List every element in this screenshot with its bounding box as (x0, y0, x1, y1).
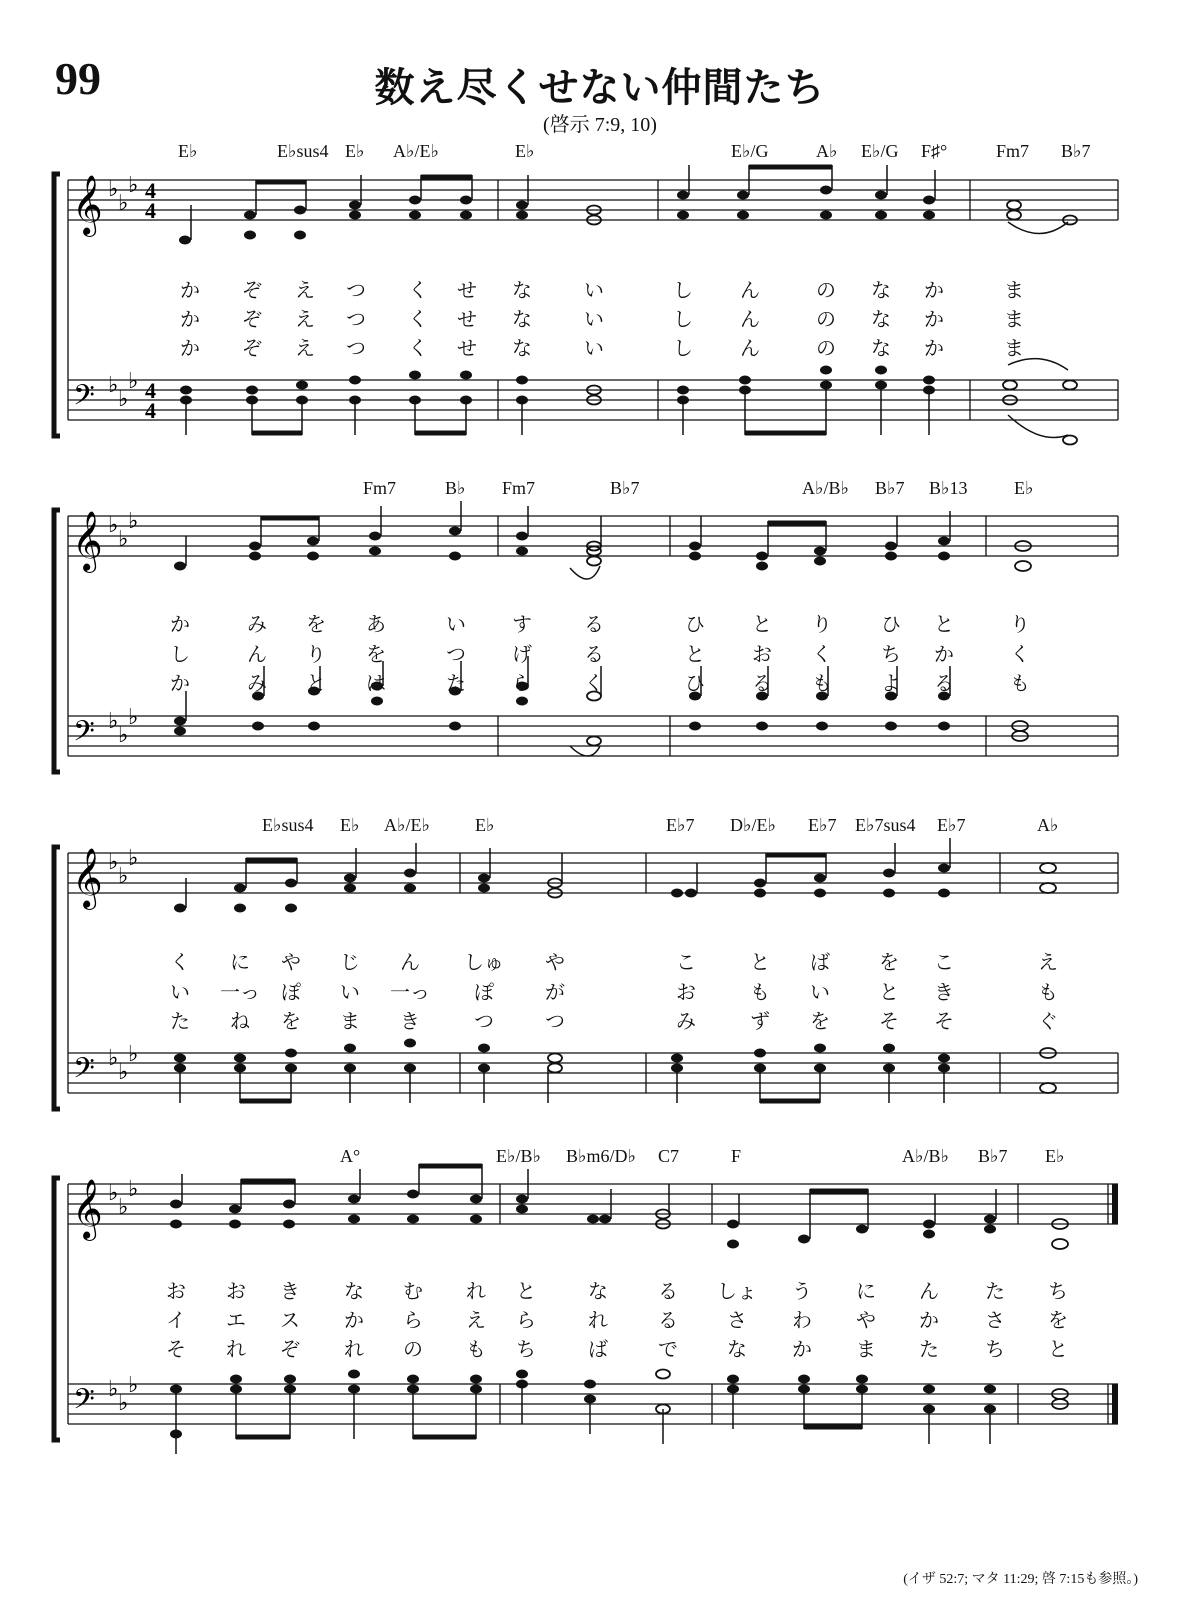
lyric-syllable: イ (166, 1308, 186, 1332)
lyric-syllable: り (1010, 612, 1030, 636)
lyric-syllable: な (727, 1337, 747, 1361)
lyric-syllable: す (512, 612, 532, 636)
lyric-syllable: と (752, 612, 772, 636)
chord-symbol: A♭/E♭ (393, 141, 439, 161)
lyric-syllable: か (180, 278, 200, 302)
chord-symbol: E♭/B♭ (496, 1146, 541, 1166)
lyric-syllable: し (673, 278, 693, 302)
lyric-syllable: お (676, 980, 696, 1004)
chord-symbol: E♭/G (861, 141, 899, 161)
lyric-syllable: 一っ (220, 980, 260, 1004)
lyric-syllable: る (752, 671, 772, 695)
svg-text:♭: ♭ (118, 527, 129, 552)
lyric-syllable: と (685, 642, 705, 666)
lyric-syllable: る (584, 642, 604, 666)
chord-symbol: D♭/E♭ (730, 815, 776, 835)
lyric-syllable: れ (466, 1279, 486, 1303)
chord-symbol: A♭/B♭ (902, 1146, 949, 1166)
lyric-syllable: つ (545, 1009, 565, 1033)
lyric-syllable: ん (400, 950, 420, 974)
lyric-syllable: 一っ (390, 980, 430, 1004)
svg-text:♭: ♭ (118, 1060, 129, 1085)
lyric-syllable: か (934, 642, 954, 666)
lyric-syllable: な (588, 1279, 608, 1303)
lyric-syllable: り (812, 612, 832, 636)
lyric-syllable: し (673, 336, 693, 360)
lyric-syllable: ス (280, 1308, 300, 1332)
svg-text:♭: ♭ (108, 373, 119, 398)
lyric-syllable: ぽ (281, 980, 301, 1004)
lyric-syllable: え (295, 307, 315, 331)
lyric-syllable: ば (588, 1337, 608, 1361)
lyric-syllable: ん (247, 642, 267, 666)
svg-text:♭: ♭ (118, 1391, 129, 1416)
lyric-syllable: が (545, 980, 565, 1004)
lyric-syllable: つ (346, 336, 366, 360)
footnote-references: (イザ 52:7; マタ 11:29; 啓 7:15も参照。) (903, 1572, 1138, 1587)
svg-text:♭: ♭ (118, 864, 129, 889)
lyric-syllable: を (366, 642, 386, 666)
lyric-syllable: り (306, 642, 326, 666)
svg-text:𝄢: 𝄢 (73, 1383, 95, 1423)
chord-symbol: E♭ (1014, 478, 1034, 498)
chord-symbol: Fm7 (502, 478, 536, 498)
lyric-syllable: こ (676, 950, 696, 974)
lyric-syllable: ひ (685, 612, 705, 636)
lyric-syllable: と (1048, 1337, 1068, 1361)
svg-text:𝄢: 𝄢 (73, 379, 95, 419)
lyric-syllable: ひ (881, 612, 901, 636)
lyric-syllable: え (1038, 950, 1058, 974)
lyric-syllable: く (408, 278, 428, 302)
chord-symbol: E♭7sus4 (855, 815, 916, 835)
svg-text:♭: ♭ (128, 846, 139, 871)
lyric-syllable: で (658, 1337, 678, 1361)
lyric-syllable: く (812, 642, 832, 666)
svg-text:♭: ♭ (108, 709, 119, 734)
lyric-syllable: な (871, 278, 891, 302)
lyric-syllable: よ (881, 671, 901, 695)
lyric-syllable: せ (457, 278, 477, 302)
svg-text:𝄞: 𝄞 (72, 511, 103, 571)
chord-symbol: E♭/G (731, 141, 769, 161)
lyric-syllable: き (280, 1279, 300, 1303)
svg-text:♭: ♭ (108, 513, 119, 538)
chord-symbol: E♭ (475, 815, 495, 835)
lyric-syllable: た (446, 671, 466, 695)
song-title: 数え尽くせない仲間たち (374, 65, 826, 111)
svg-text:𝄢: 𝄢 (73, 715, 95, 755)
lyric-syllable: ち (1048, 1279, 1068, 1303)
lyric-syllable: に (230, 950, 250, 974)
lyric-syllable: せ (457, 307, 477, 331)
lyric-syllable: に (856, 1279, 876, 1303)
lyric-syllable: も (466, 1337, 486, 1361)
chord-symbol: B♭13 (929, 478, 968, 498)
chord-symbol: E♭ (515, 141, 535, 161)
lyric-syllable: を (879, 950, 899, 974)
lyric-syllable: し (673, 307, 693, 331)
svg-text:𝄞: 𝄞 (72, 848, 103, 908)
lyric-syllable: み (676, 1009, 696, 1033)
lyric-syllable: さ (727, 1308, 747, 1332)
lyric-syllable: の (816, 307, 836, 331)
lyric-syllable: か (924, 336, 944, 360)
lyric-syllable: つ (346, 307, 366, 331)
lyric-syllable: し (170, 642, 190, 666)
lyric-syllable: い (340, 980, 360, 1004)
lyric-syllable: か (924, 307, 944, 331)
lyric-syllable: と (306, 671, 326, 695)
chord-symbol: Fm7 (363, 478, 397, 498)
svg-text:♭: ♭ (108, 850, 119, 875)
lyric-syllable: い (810, 980, 830, 1004)
lyric-syllable: ぽ (474, 980, 494, 1004)
lyric-syllable: ぞ (242, 336, 262, 360)
lyric-syllable: な (512, 307, 532, 331)
lyric-syllable: しょ (717, 1279, 757, 1303)
svg-text:♭: ♭ (128, 705, 139, 730)
lyric-syllable: そ (166, 1337, 186, 1361)
svg-text:♭: ♭ (128, 1373, 139, 1398)
chord-symbol: E♭ (178, 141, 198, 161)
lyric-syllable: さ (985, 1308, 1005, 1332)
lyric-syllable: エ (226, 1308, 246, 1332)
lyric-syllable: る (584, 612, 604, 636)
svg-text:4: 4 (145, 198, 156, 223)
lyric-syllable: か (924, 278, 944, 302)
lyric-syllable: な (512, 336, 532, 360)
lyric-syllable: も (750, 980, 770, 1004)
lyric-syllable: ま (1004, 336, 1024, 360)
chord-symbol: E♭7 (666, 815, 695, 835)
lyric-syllable: そ (879, 1009, 899, 1033)
lyric-syllable: ぞ (280, 1337, 300, 1361)
lyric-syllable: え (295, 278, 315, 302)
chord-symbol: E♭7 (937, 815, 966, 835)
lyric-syllable: ず (750, 1009, 770, 1033)
lyric-syllable: ね (230, 1009, 250, 1033)
lyric-syllable: も (1038, 980, 1058, 1004)
lyric-syllable: も (1010, 671, 1030, 695)
lyric-syllable: る (658, 1308, 678, 1332)
lyric-syllable: か (170, 612, 190, 636)
chord-symbol: E♭7 (808, 815, 837, 835)
lyric-syllable: と (879, 980, 899, 1004)
lyric-syllable: ら (512, 671, 532, 695)
lyric-syllable: や (281, 950, 301, 974)
lyric-syllable: た (919, 1337, 939, 1361)
lyric-syllable: しゅ (464, 950, 504, 974)
lyric-syllable: お (752, 642, 772, 666)
lyric-syllable: か (344, 1308, 364, 1332)
svg-text:♭: ♭ (108, 1046, 119, 1071)
chord-symbol: B♭7 (875, 478, 905, 498)
chord-symbol: F (731, 1146, 742, 1166)
lyric-syllable: か (919, 1308, 939, 1332)
lyric-syllable: そ (934, 1009, 954, 1033)
lyric-syllable: ひ (685, 671, 705, 695)
lyric-syllable: せ (457, 336, 477, 360)
svg-text:4: 4 (145, 398, 156, 423)
lyric-syllable: ん (740, 278, 760, 302)
lyric-syllable: る (658, 1279, 678, 1303)
lyric-syllable: と (934, 612, 954, 636)
lyric-syllable: の (816, 278, 836, 302)
song-number: 99 (55, 53, 101, 104)
lyric-syllable: げ (512, 642, 532, 666)
lyric-syllable: く (408, 307, 428, 331)
lyric-syllable: と (516, 1279, 536, 1303)
lyric-syllable: ぐ (1038, 1009, 1058, 1033)
svg-text:♭: ♭ (128, 173, 139, 198)
lyric-syllable: い (446, 612, 466, 636)
lyric-syllable: ま (1004, 278, 1024, 302)
lyric-syllable: を (306, 612, 326, 636)
lyric-syllable: ち (881, 642, 901, 666)
chord-symbol: A♭ (1037, 815, 1059, 835)
svg-text:♭: ♭ (118, 723, 129, 748)
lyric-syllable: れ (588, 1308, 608, 1332)
lyric-syllable: み (247, 671, 267, 695)
lyric-syllable: を (1048, 1308, 1068, 1332)
chord-symbol: A♭ (816, 141, 838, 161)
lyric-syllable: や (545, 950, 565, 974)
chord-symbol: B♭7 (978, 1146, 1008, 1166)
lyric-syllable: あ (366, 612, 386, 636)
chord-symbol: E♭ (340, 815, 360, 835)
chord-symbol: B♭m6/D♭ (566, 1146, 636, 1166)
lyric-syllable: な (871, 336, 891, 360)
lyric-syllable: く (584, 671, 604, 695)
lyric-syllable: え (295, 336, 315, 360)
svg-text:𝄞: 𝄞 (72, 175, 103, 235)
lyric-syllable: と (750, 950, 770, 974)
scripture-reference: (啓示 7:9, 10) (543, 114, 657, 136)
lyric-syllable: ま (1004, 307, 1024, 331)
lyric-syllable: ん (919, 1279, 939, 1303)
lyric-syllable: つ (446, 642, 466, 666)
lyric-syllable: え (466, 1308, 486, 1332)
lyric-syllable: ま (340, 1009, 360, 1033)
lyric-syllable: く (170, 950, 190, 974)
lyric-syllable: な (512, 278, 532, 302)
lyric-syllable: み (247, 612, 267, 636)
lyric-syllable: か (180, 307, 200, 331)
lyric-syllable: い (584, 336, 604, 360)
lyric-syllable: の (816, 336, 836, 360)
chord-symbol: B♭ (445, 478, 466, 498)
chord-symbol: Fm7 (996, 141, 1030, 161)
chord-symbol: C7 (658, 1146, 680, 1166)
svg-text:♭: ♭ (128, 1042, 139, 1067)
svg-text:♭: ♭ (108, 177, 119, 202)
lyric-syllable: た (985, 1279, 1005, 1303)
lyric-syllable: を (281, 1009, 301, 1033)
lyric-syllable: き (400, 1009, 420, 1033)
lyric-syllable: わ (792, 1308, 812, 1332)
svg-text:♭: ♭ (108, 1181, 119, 1206)
lyric-syllable: じ (340, 950, 360, 974)
chord-symbol: E♭ (345, 141, 365, 161)
svg-text:♭: ♭ (108, 1377, 119, 1402)
chord-symbol: E♭sus4 (277, 141, 329, 161)
chord-symbol: E♭ (1045, 1146, 1065, 1166)
lyric-syllable: つ (346, 278, 366, 302)
svg-text:𝄞: 𝄞 (72, 1179, 103, 1239)
lyric-syllable: ぞ (242, 307, 262, 331)
svg-text:♭: ♭ (118, 387, 129, 412)
lyric-syllable: な (871, 307, 891, 331)
lyric-syllable: い (584, 278, 604, 302)
chord-symbol: A♭/E♭ (384, 815, 430, 835)
lyric-syllable: く (1010, 642, 1030, 666)
lyric-syllable: を (810, 1009, 830, 1033)
svg-text:♭: ♭ (128, 369, 139, 394)
lyric-syllable: れ (344, 1337, 364, 1361)
svg-text:𝄢: 𝄢 (73, 1052, 95, 1092)
lyric-syllable: つ (474, 1009, 494, 1033)
lyric-syllable: な (344, 1279, 364, 1303)
lyric-syllable: は (366, 671, 386, 695)
lyric-syllable: ま (856, 1337, 876, 1361)
lyric-syllable: き (934, 980, 954, 1004)
chord-symbol: A° (340, 1146, 361, 1166)
lyric-syllable: ば (810, 950, 830, 974)
lyric-syllable: お (226, 1279, 246, 1303)
lyric-syllable: た (170, 1009, 190, 1033)
lyric-syllable: い (170, 980, 190, 1004)
lyric-syllable: ん (740, 307, 760, 331)
lyric-syllable: ん (740, 336, 760, 360)
lyric-syllable: ら (516, 1308, 536, 1332)
lyric-syllable: ら (403, 1308, 423, 1332)
lyric-syllable: も (812, 671, 832, 695)
chord-symbol: E♭sus4 (262, 815, 314, 835)
lyric-syllable: か (792, 1337, 812, 1361)
svg-text:♭: ♭ (118, 191, 129, 216)
lyric-syllable: く (408, 336, 428, 360)
chord-symbol: A♭/B♭ (802, 478, 849, 498)
lyric-syllable: ち (516, 1337, 536, 1361)
svg-text:4: 4 (145, 378, 156, 403)
lyric-syllable: こ (934, 950, 954, 974)
svg-text:♭: ♭ (128, 1177, 139, 1202)
chord-symbol: B♭7 (1061, 141, 1091, 161)
lyric-syllable: れ (226, 1337, 246, 1361)
lyric-syllable: か (170, 671, 190, 695)
lyric-syllable: か (180, 336, 200, 360)
svg-text:♭: ♭ (118, 1195, 129, 1220)
lyric-syllable: お (166, 1279, 186, 1303)
lyric-syllable: の (403, 1337, 423, 1361)
lyric-syllable: い (584, 307, 604, 331)
chord-symbol: F♯° (921, 141, 948, 161)
lyric-syllable: ち (985, 1337, 1005, 1361)
svg-text:♭: ♭ (128, 509, 139, 534)
lyric-syllable: む (403, 1279, 423, 1303)
lyric-syllable: や (856, 1308, 876, 1332)
lyric-syllable: る (934, 671, 954, 695)
chord-symbol: B♭7 (610, 478, 640, 498)
lyric-syllable: ぞ (242, 278, 262, 302)
svg-text:4: 4 (145, 178, 156, 203)
lyric-syllable: う (792, 1279, 812, 1303)
